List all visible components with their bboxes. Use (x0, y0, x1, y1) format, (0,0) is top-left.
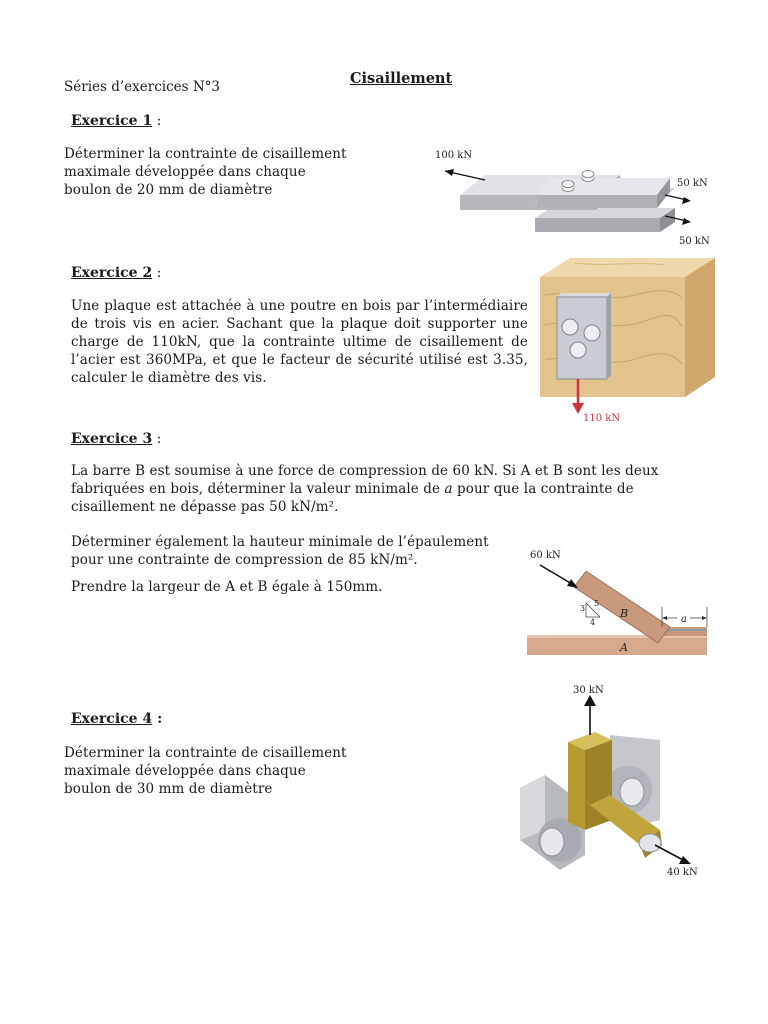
exercise-4-text (64, 744, 394, 798)
force-label: 60 kN (530, 550, 561, 561)
slope-4: 4 (590, 618, 596, 627)
screw-head (570, 342, 586, 358)
plate-side-edge (607, 293, 611, 379)
exercise-4-line: boulon de 30 mm de diamètre (64, 781, 273, 797)
exercise-2-heading (71, 265, 161, 281)
plate-top-edge (557, 293, 611, 297)
top-plate-top (537, 178, 670, 195)
label-a: a (681, 614, 687, 625)
exercise-1-title: Exercice 1 (71, 113, 153, 129)
bolt-head (639, 834, 661, 852)
exercise-3-line: pour une contrainte de compression de 85 kN/m². (71, 552, 418, 568)
exercise-3-heading (71, 431, 161, 447)
slope-5: 5 (594, 599, 600, 608)
exercise-3-para3: Prendre la largeur de A et B égale à 150mm. (71, 579, 383, 595)
load-label: 110 kN (583, 413, 621, 424)
exercise-3-para1 (71, 462, 691, 516)
label-A: A (620, 641, 628, 654)
screw-head (584, 325, 600, 341)
exercise-2-line: charge de 110kN, que la contrainte ultime de cisaillement de (71, 334, 528, 350)
exercise-4-line: maximale développée dans chaque (64, 763, 306, 779)
dim-arrowhead (702, 616, 707, 620)
label-B: B (620, 607, 629, 620)
screw-head (562, 319, 578, 335)
exercise-1-line: maximale développée dans chaque (64, 164, 306, 180)
arrowhead (682, 218, 691, 225)
bolt-head (620, 778, 644, 806)
exercise-3-title: Exercice 3 (71, 431, 153, 447)
arrowhead (679, 856, 691, 864)
exercise-4-colon: : (152, 711, 163, 727)
clevis-joint-figure (490, 680, 715, 885)
top-force-label: 30 kN (573, 685, 604, 696)
exercise-2-colon: : (152, 265, 162, 281)
exercise-3-line: Déterminer également la hauteur minimale de l’épaulement (71, 534, 489, 550)
exercise-3-line: cisaillement ne dépasse pas 50 kN/m². (71, 499, 339, 515)
arrowhead (445, 169, 454, 176)
exercise-3-text-segment: fabriquées en bois, déterminer la valeur minimale de (71, 481, 445, 497)
beam-top (540, 258, 715, 277)
bottom-plate-front (535, 218, 660, 232)
bolted-plates-figure (425, 140, 725, 255)
page-title: Cisaillement (350, 70, 453, 87)
right-top-force-label: 50 kN (677, 178, 708, 189)
exercise-3-para2 (71, 533, 491, 569)
exercise-2-text (71, 297, 528, 387)
variable-a: a (444, 481, 453, 497)
series-label: Séries d’exercices N°3 (64, 79, 220, 95)
right-bottom-force-label: 50 kN (679, 236, 710, 247)
bolt-head (582, 171, 594, 178)
exercise-2-line: Une plaque est attachée à une poutre en bois par l’intermédiaire (71, 298, 528, 314)
exercise-3-line: La barre B est soumise à une force de compression de 60 kN. Si A et B sont les deux (71, 463, 659, 479)
exercise-4-title: Exercice 4 (71, 711, 153, 727)
exercise-3-line (71, 480, 691, 498)
exercise-1-line: boulon de 20 mm de diamètre (64, 182, 273, 198)
top-plate-front (537, 195, 657, 208)
bolt-head (562, 181, 574, 188)
exercise-1-heading (71, 113, 161, 129)
slope-3: 3 (580, 604, 586, 613)
exercise-2-line: calculer le diamètre des vis. (71, 370, 267, 386)
steel-plate (557, 297, 607, 379)
bottom-force-label: 40 kN (667, 867, 698, 878)
compression-bar-figure (522, 545, 717, 663)
arrowhead (682, 197, 691, 204)
bottom-force-arrow (655, 845, 685, 861)
exercise-4-heading (71, 711, 162, 727)
bolt-head (540, 828, 564, 856)
wood-beam-plate-figure (535, 255, 720, 430)
force-arrow (540, 565, 572, 584)
exercise-3-colon: : (152, 431, 162, 447)
exercise-1-line: Déterminer la contrainte de cisaillement (64, 146, 347, 162)
exercise-2-title: Exercice 2 (71, 265, 153, 281)
exercise-3-text-segment: pour que la contrainte de (452, 481, 634, 497)
exercise-4-line: Déterminer la contrainte de cisaillement (64, 745, 347, 761)
exercise-2-line: l’acier est 360MPa, et que le facteur de sécurité utilisé est 3.35, (71, 352, 528, 368)
dim-arrowhead (662, 616, 667, 620)
arrowhead (584, 695, 596, 706)
exercise-2-line: de trois vis en acier. Sachant que la plaque doit supporter une (71, 316, 528, 332)
exercise-1-text (64, 145, 394, 199)
left-force-label: 100 kN (435, 150, 473, 161)
beam-side (685, 258, 715, 397)
brass-front-left (568, 742, 585, 830)
exercise-1-colon: : (152, 113, 162, 129)
